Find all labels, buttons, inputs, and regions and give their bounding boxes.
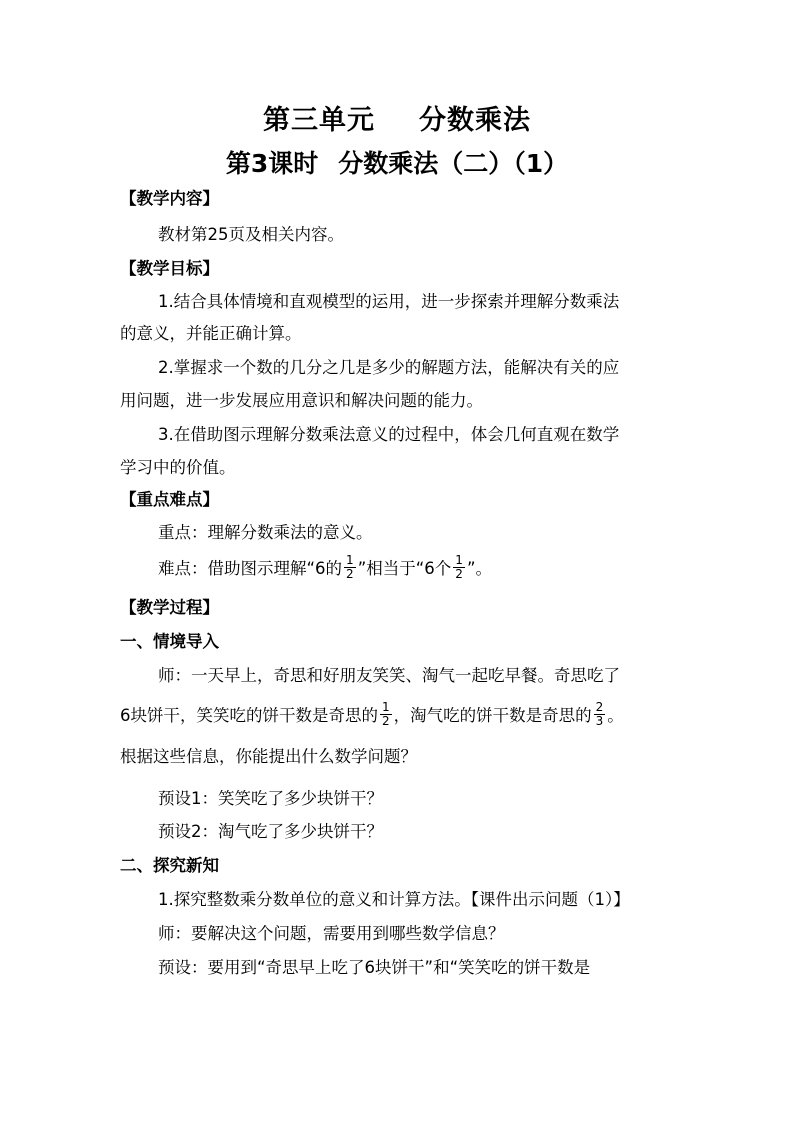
difficulty-part-3: ”。	[466, 559, 492, 578]
preset-2: 预设2：淘气吃了多少块饼干？	[158, 822, 383, 841]
fraction-numerator: 1	[346, 553, 354, 567]
lesson-title	[0, 144, 794, 180]
part-2-heading: 二、探究新知	[120, 856, 219, 875]
explore-line-1: 1.探究整数乘分数单位的意义和计算方法。【课件出示问题（1）】	[158, 890, 630, 909]
fraction-one-half	[344, 554, 356, 581]
explore-line-3: 预设：要用到“奇思早上吃了6块饼干”和“笑笑吃的饼干数是	[158, 958, 591, 977]
fraction-numerator: 1	[455, 553, 463, 567]
fraction-denominator: 3	[595, 714, 604, 728]
key-point-text: 重点：理解分数乘法的意义。	[158, 523, 373, 542]
intro-line-1: 师：一天早上，奇思和好朋友笑笑、淘气一起吃早餐。奇思吃了	[158, 666, 620, 685]
goal-1-line-1: 1.结合具体情境和直观模型的运用，进一步探索并理解分数乘法	[158, 292, 620, 311]
goal-2-line-1: 2.掌握求一个数的几分之几是多少的解题方法，能解决有关的应	[158, 358, 620, 377]
unit-title	[0, 98, 794, 137]
goal-3-line-2: 学习中的价值。	[120, 458, 236, 477]
content-heading: 【教学内容】	[120, 189, 219, 208]
explore-line-2: 师：要解决这个问题，需要用到哪些数学信息？	[158, 924, 505, 943]
fraction-one-half	[453, 554, 465, 581]
lesson-number: 第3课时	[225, 149, 319, 178]
intro-line-2	[120, 700, 720, 730]
part-1-heading: 一、情境导入	[120, 632, 219, 651]
fraction-numerator: 1	[382, 700, 390, 714]
fraction-one-half	[380, 701, 392, 728]
fraction-denominator: 2	[455, 567, 463, 581]
difficulty-part-1: 难点：借助图示理解“6的	[158, 559, 343, 578]
subject-label: 分数乘法	[419, 105, 531, 136]
lesson-name: 分数乘法（二）（1）	[338, 149, 569, 178]
process-heading: 【教学过程】	[120, 598, 219, 617]
content-text: 教材第25页及相关内容。	[158, 225, 344, 244]
key-points-heading: 【重点难点】	[120, 490, 219, 509]
fraction-denominator: 2	[346, 567, 354, 581]
preset-1: 预设1：笑笑吃了多少块饼干？	[158, 789, 383, 808]
intro-part-2: ，淘气吃的饼干数是奇思的	[393, 706, 592, 725]
difficulty-text	[158, 553, 758, 583]
fraction-two-thirds	[594, 701, 606, 728]
goals-heading: 【教学目标】	[120, 259, 219, 278]
fraction-numerator: 2	[595, 700, 604, 714]
unit-label: 第三单元	[263, 105, 375, 136]
intro-part-3: 。	[607, 706, 624, 725]
intro-part-1: 6块饼干，笑笑吃的饼干数是奇思的	[120, 706, 378, 725]
fraction-denominator: 2	[382, 714, 390, 728]
goal-2-line-2: 用问题，进一步发展应用意识和解决问题的能力。	[120, 391, 483, 410]
difficulty-part-2: ”相当于“6个	[357, 559, 452, 578]
intro-line-3: 根据这些信息，你能提出什么数学问题？	[120, 747, 417, 766]
goal-1-line-2: 的意义，并能正确计算。	[120, 324, 302, 343]
goal-3-line-1: 3.在借助图示理解分数乘法意义的过程中，体会几何直观在数学	[158, 425, 620, 444]
